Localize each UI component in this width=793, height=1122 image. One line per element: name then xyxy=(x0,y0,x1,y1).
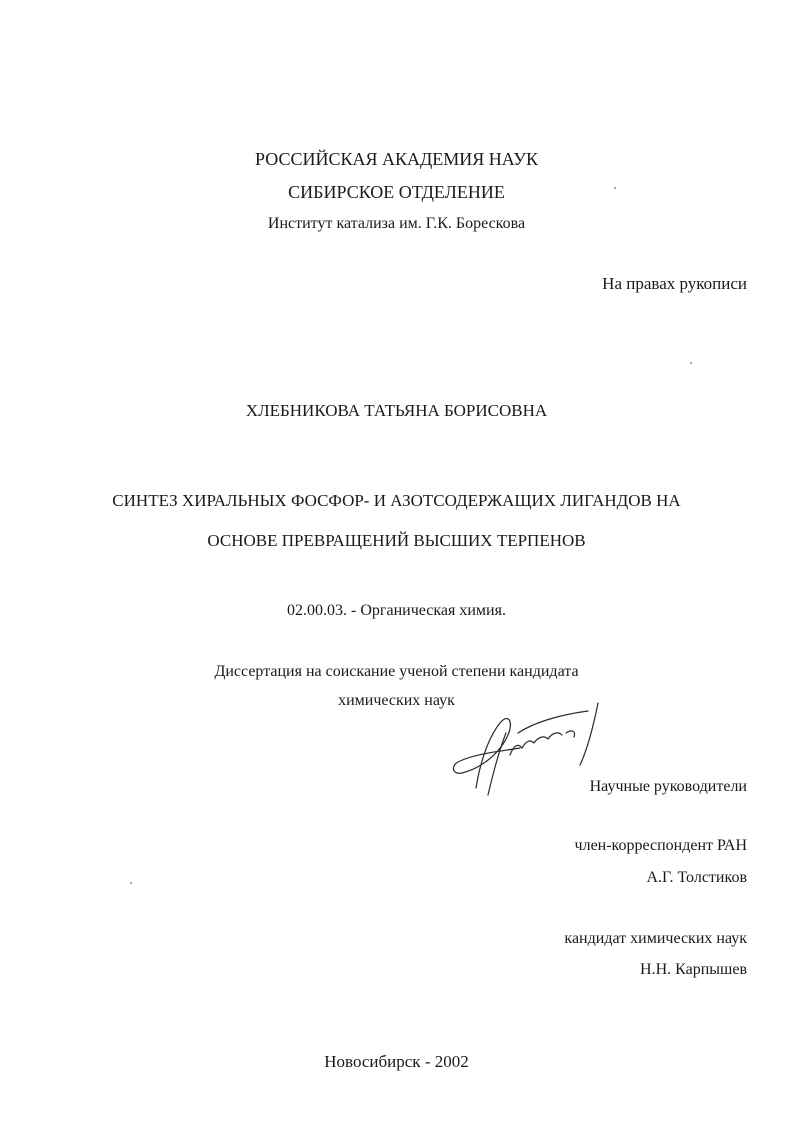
supervisor1-title: член-корреспондент РАН xyxy=(574,837,747,854)
place-year: Новосибирск - 2002 xyxy=(324,1052,469,1071)
dissertation-title-line1: СИНТЕЗ ХИРАЛЬНЫХ ФОСФОР- И АЗОТСОДЕРЖАЩИХ ЛИГАНДОВ НА xyxy=(112,491,681,510)
signature-image xyxy=(448,693,608,798)
degree-line2: химических наук xyxy=(338,692,455,709)
dissertation-title-line2: ОСНОВЕ ПРЕВРАЩЕНИЙ ВЫСШИХ ТЕРПЕНОВ xyxy=(207,531,586,550)
scan-speck xyxy=(690,362,692,364)
supervisors-heading: Научные руководители xyxy=(589,778,747,795)
branch-name: СИБИРСКОЕ ОТДЕЛЕНИЕ xyxy=(288,182,505,202)
manuscript-note: На правах рукописи xyxy=(602,274,747,293)
scan-speck xyxy=(614,187,616,189)
supervisor2-title: кандидат химических наук xyxy=(564,930,747,947)
scan-speck xyxy=(130,882,132,884)
degree-line1: Диссертация на соискание ученой степени кандидата xyxy=(214,663,579,680)
specialty-code: 02.00.03. - Органическая химия. xyxy=(287,602,506,619)
academy-name: РОССИЙСКАЯ АКАДЕМИЯ НАУК xyxy=(255,149,538,169)
author-name: ХЛЕБНИКОВА ТАТЬЯНА БОРИСОВНА xyxy=(245,401,548,420)
institute-name: Институт катализа им. Г.К. Борескова xyxy=(267,215,526,232)
supervisor1-name: А.Г. Толстиков xyxy=(646,869,747,886)
supervisor2-name: Н.Н. Карпышев xyxy=(640,961,747,978)
